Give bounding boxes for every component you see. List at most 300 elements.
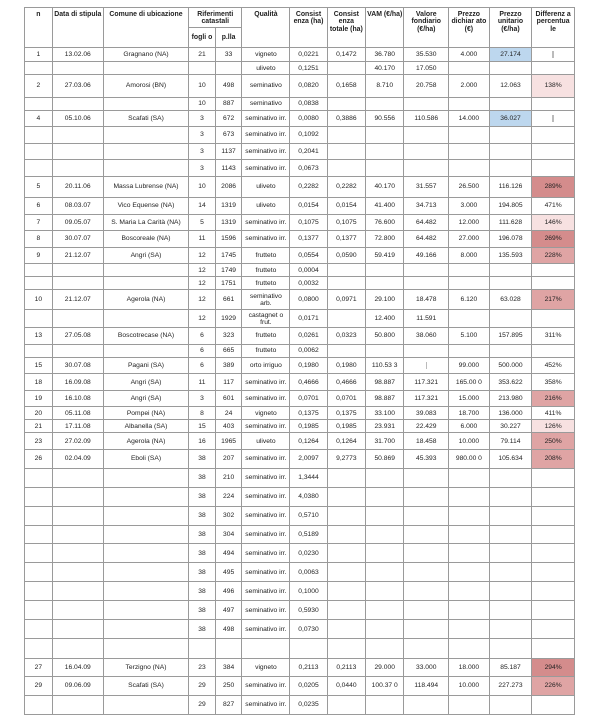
cell-comune-text: Boscoreale (NA): [121, 235, 171, 243]
cell-data-stipula-text: 27.03.06: [64, 82, 91, 90]
cell-consistenza-text: 0,0221: [298, 51, 319, 59]
cell-qualita-text: seminativo: [249, 82, 282, 90]
cell-prezzo-dichiarato: [449, 563, 490, 582]
cell-consistenza-totale: [327, 75, 365, 97]
cell-differenza: [532, 449, 575, 468]
cell-vam-text: 12.400: [374, 315, 395, 323]
cell-n: [25, 214, 53, 231]
header-plla: p.lla: [215, 28, 242, 48]
table-row: [25, 344, 575, 357]
cell-data-stipula: [52, 310, 103, 328]
cell-foglio: [189, 390, 216, 407]
cell-n: [25, 110, 53, 127]
cell-consistenza: [290, 638, 327, 658]
cell-consistenza-totale: [327, 344, 365, 357]
cell-valore-fondiario-text: 33.000: [416, 663, 437, 671]
cell-differenza-text: 358%: [544, 378, 562, 386]
cell-plla-text: 498: [223, 625, 235, 633]
cell-consistenza-totale: [327, 544, 365, 563]
cell-n-text: 18: [34, 378, 43, 386]
cell-comune: [103, 110, 188, 127]
cell-vam-text: 90.556: [374, 114, 395, 122]
table-row: [25, 264, 575, 277]
cell-consistenza-totale: [327, 214, 365, 231]
cell-qualita: [242, 659, 290, 677]
cell-prezzo-dichiarato: [449, 328, 490, 345]
cell-consistenza-totale: [327, 231, 365, 248]
cell-valore-fondiario: [404, 487, 449, 506]
cell-qualita-text: uliveto: [256, 437, 276, 445]
cell-comune: [103, 582, 188, 601]
cell-foglio: [189, 160, 216, 177]
cell-foglio: [189, 277, 216, 290]
cell-qualita-text: frutteto: [255, 252, 277, 259]
cell-consistenza-text: 0,1251: [298, 64, 319, 72]
cell-consistenza-text: 0,0230: [298, 549, 319, 557]
header-prezzo-dichiarato: Prezzo dichiar ato (€): [449, 8, 490, 48]
cell-plla-text: 498: [223, 82, 235, 90]
cell-plla: [215, 506, 242, 525]
cell-prezzo-dichiarato: [449, 525, 490, 544]
cell-consistenza-totale: [327, 420, 365, 433]
cell-vam: [366, 310, 404, 328]
cell-plla-text: 384: [223, 663, 235, 671]
cell-plla-text: 304: [223, 530, 235, 538]
cell-differenza: [532, 468, 575, 487]
cell-comune: [103, 357, 188, 374]
cell-plla-text: 1929: [221, 315, 237, 323]
cell-foglio-text: 3: [200, 114, 204, 122]
cell-qualita: [242, 676, 290, 695]
cell-plla-text: 672: [223, 114, 235, 122]
cell-vam: [366, 127, 404, 144]
cell-plla-text: 496: [223, 587, 235, 595]
cell-foglio-text: 38: [198, 455, 206, 463]
cell-prezzo-unitario: [489, 506, 532, 525]
cell-differenza: [532, 506, 575, 525]
table-row: [25, 48, 575, 62]
cell-foglio: [189, 525, 216, 544]
cell-qualita: [242, 310, 290, 328]
cell-n: [25, 328, 53, 345]
cell-consistenza-totale-text: 0,2113: [336, 663, 357, 671]
cell-qualita-text: seminativo irr.: [245, 606, 287, 614]
cell-consistenza: [290, 247, 327, 264]
cell-foglio-text: 16: [198, 437, 206, 445]
cell-plla: [215, 277, 242, 290]
cell-consistenza-text: 0,2113: [298, 663, 319, 671]
cell-consistenza-totale-text: 0,1075: [336, 218, 357, 226]
cell-prezzo-unitario: [489, 620, 532, 639]
table-row: [25, 407, 575, 420]
cell-data-stipula: [52, 468, 103, 487]
cell-consistenza: [290, 563, 327, 582]
cell-plla: [215, 62, 242, 75]
cell-plla-text: 1319: [221, 202, 237, 210]
cell-consistenza: [290, 433, 327, 450]
cell-prezzo-dichiarato-text: 27.000: [458, 235, 480, 243]
cell-vam-text: 29.100: [374, 296, 395, 304]
cell-prezzo-unitario: [489, 638, 532, 658]
cell-qualita-text: uliveto: [256, 202, 276, 210]
table-row: [25, 695, 575, 714]
cell-qualita: [242, 344, 290, 357]
cell-comune-text: Scafati (SA): [128, 114, 164, 122]
cell-consistenza: [290, 544, 327, 563]
cell-plla: [215, 374, 242, 391]
cell-n: [25, 198, 53, 215]
cell-valore-fondiario: [404, 214, 449, 231]
cell-valore-fondiario: [404, 449, 449, 468]
cell-consistenza-text: 0,0004: [298, 266, 319, 274]
cell-consistenza-totale: [327, 277, 365, 290]
cell-n-text: 29: [34, 682, 43, 690]
cell-foglio-text: 38: [198, 587, 206, 595]
cell-comune-text: Terzigno (NA): [125, 663, 167, 671]
cell-prezzo-unitario: [489, 48, 532, 62]
cell-qualita: [242, 127, 290, 144]
cell-comune: [103, 601, 188, 620]
cell-comune: [103, 62, 188, 75]
cell-n-text: 8: [36, 235, 41, 243]
cell-plla: [215, 544, 242, 563]
cell-plla: [215, 433, 242, 450]
cell-consistenza: [290, 328, 327, 345]
cell-comune: [103, 407, 188, 420]
cell-n: [25, 231, 53, 248]
cell-consistenza: [290, 277, 327, 290]
cell-foglio-text: 12: [198, 296, 206, 304]
cell-vam-text: 98.887: [374, 378, 395, 386]
cell-prezzo-unitario: [489, 160, 532, 177]
cell-consistenza-totale-text: 0,0323: [336, 332, 357, 340]
cell-valore-fondiario: [404, 247, 449, 264]
cell-vam-text: 50.869: [374, 455, 395, 463]
cell-prezzo-dichiarato: [449, 420, 490, 433]
cell-data-stipula: [52, 127, 103, 144]
cell-comune: [103, 328, 188, 345]
cell-prezzo-unitario: [489, 231, 532, 248]
cell-comune: [103, 544, 188, 563]
cell-n-text: 7: [36, 218, 41, 226]
cell-data-stipula: [52, 601, 103, 620]
cell-prezzo-unitario-text: 27.174: [500, 51, 521, 59]
cell-foglio: [189, 487, 216, 506]
cell-n: [25, 390, 53, 407]
cell-plla-text: 665: [223, 347, 235, 355]
cell-foglio: [189, 695, 216, 714]
cell-data-stipula: [52, 374, 103, 391]
cell-vam: [366, 676, 404, 695]
cell-comune-text: Eboli (SA): [130, 455, 162, 463]
cell-consistenza: [290, 487, 327, 506]
cell-consistenza-totale: [327, 62, 365, 75]
cell-data-stipula: [52, 290, 103, 310]
cell-plla: [215, 290, 242, 310]
cell-vam: [366, 544, 404, 563]
cell-n: [25, 487, 53, 506]
cell-plla: [215, 328, 242, 345]
cell-foglio-text: 15: [198, 422, 206, 430]
cell-foglio-text: 38: [198, 568, 206, 576]
cell-qualita: [242, 328, 290, 345]
cell-plla-text: 1749: [221, 266, 237, 274]
cell-consistenza-totale: [327, 110, 365, 127]
table-row: [25, 544, 575, 563]
cell-plla: [215, 198, 242, 215]
cell-valore-fondiario: [404, 48, 449, 62]
cell-data-stipula: [52, 62, 103, 75]
cell-valore-fondiario: [404, 390, 449, 407]
cell-prezzo-unitario-text: 353.622: [498, 378, 523, 386]
table-row: [25, 310, 575, 328]
cell-foglio-text: 6: [200, 332, 204, 340]
cell-data-stipula-text: 16.09.08: [64, 378, 91, 386]
cell-data-stipula-text: 17.11.08: [65, 422, 91, 430]
cell-data-stipula-text: 08.03.07: [64, 202, 91, 210]
cell-comune: [103, 143, 188, 160]
cell-prezzo-unitario-text: 12.063: [500, 82, 521, 90]
cell-foglio-text: 10: [198, 183, 206, 191]
cell-consistenza: [290, 62, 327, 75]
cell-differenza-text: 250%: [544, 437, 562, 445]
cell-consistenza-totale-text: 0,0701: [336, 395, 357, 403]
cell-prezzo-dichiarato: [449, 487, 490, 506]
cell-prezzo-unitario: [489, 198, 532, 215]
cell-comune-text: Massa Lubrense (NA): [113, 183, 179, 191]
cell-differenza: [532, 620, 575, 639]
cell-plla: [215, 420, 242, 433]
cell-differenza-text: 228%: [544, 252, 562, 259]
cell-prezzo-unitario: [489, 601, 532, 620]
cell-data-stipula: [52, 433, 103, 450]
table-row: [25, 563, 575, 582]
cell-vam: [366, 563, 404, 582]
cell-qualita-text: uliveto: [256, 183, 276, 191]
cell-consistenza: [290, 143, 327, 160]
cell-plla-text: 887: [223, 100, 235, 108]
cell-comune: [103, 160, 188, 177]
cell-plla: [215, 160, 242, 177]
cell-plla: [215, 487, 242, 506]
cell-qualita: [242, 433, 290, 450]
cell-vam: [366, 420, 404, 433]
cell-differenza: [532, 214, 575, 231]
cell-consistenza-totale-text: 0,2282: [336, 183, 357, 191]
cell-differenza: [532, 659, 575, 677]
cell-comune-text: Boscotrecase (NA): [117, 332, 175, 340]
cell-n: [25, 344, 53, 357]
cell-consistenza-totale: [327, 620, 365, 639]
cell-plla: [215, 468, 242, 487]
cell-differenza-text: 216%: [544, 395, 562, 403]
cell-prezzo-unitario-text: 135.593: [498, 252, 523, 259]
cell-comune: [103, 563, 188, 582]
cell-consistenza-text: 0,0838: [298, 100, 319, 108]
cell-prezzo-dichiarato-text: 165.00 0: [455, 378, 482, 386]
cell-valore-fondiario: [404, 468, 449, 487]
cell-consistenza-text: 0,0080: [298, 114, 319, 122]
cell-comune: [103, 290, 188, 310]
cell-consistenza-text: 0,0673: [298, 164, 319, 172]
transactions-table: [24, 7, 575, 715]
cell-data-stipula: [52, 110, 103, 127]
cell-comune: [103, 525, 188, 544]
cell-n: [25, 420, 53, 433]
cell-qualita: [242, 290, 290, 310]
cell-prezzo-unitario: [489, 582, 532, 601]
cell-qualita-text: seminativo irr.: [245, 625, 287, 633]
cell-prezzo-dichiarato: [449, 277, 490, 290]
cell-prezzo-unitario-text: 30.227: [500, 422, 521, 430]
cell-consistenza-text: 0,0730: [298, 625, 319, 633]
cell-data-stipula-text: 27.02.09: [64, 437, 91, 445]
cell-consistenza-text: 0,0261: [298, 332, 319, 340]
cell-vam: [366, 277, 404, 290]
cell-prezzo-unitario: [489, 62, 532, 75]
cell-plla: [215, 695, 242, 714]
cell-valore-fondiario-text: 110.586: [414, 114, 439, 122]
cell-foglio: [189, 176, 216, 197]
header-vam: VAM (€/ha): [366, 8, 404, 48]
cell-qualita-text: seminativo irr.: [245, 218, 287, 226]
table-row: [25, 198, 575, 215]
cell-prezzo-unitario: [489, 374, 532, 391]
cell-qualita: [242, 214, 290, 231]
cell-consistenza: [290, 198, 327, 215]
cell-foglio: [189, 433, 216, 450]
cell-valore-fondiario-text: 64.482: [416, 218, 437, 226]
header-n: n: [25, 8, 53, 48]
cell-differenza-text: 411%: [544, 409, 562, 417]
cell-n: [25, 468, 53, 487]
cell-qualita: [242, 390, 290, 407]
cell-n-text: 20: [34, 409, 43, 417]
cell-consistenza-totale-text: 0,1658: [336, 82, 357, 90]
table-row: [25, 357, 575, 374]
cell-valore-fondiario: [404, 75, 449, 97]
cell-vam-text: 100.37 0: [371, 682, 398, 690]
cell-qualita: [242, 62, 290, 75]
cell-qualita-text: seminativo irr.: [245, 455, 287, 463]
cell-foglio-text: 21: [198, 51, 206, 59]
cell-plla: [215, 231, 242, 248]
cell-consistenza: [290, 695, 327, 714]
cell-data-stipula-text: 13.02.06: [64, 51, 91, 59]
cell-prezzo-dichiarato-text: 26.500: [458, 183, 480, 191]
cell-differenza: [532, 390, 575, 407]
cell-foglio-text: 29: [198, 682, 206, 690]
cell-data-stipula: [52, 264, 103, 277]
cell-consistenza-text: 0,0554: [298, 252, 319, 259]
cell-consistenza-text: 0,2041: [298, 147, 319, 155]
cell-prezzo-dichiarato-text: 15.000: [458, 395, 480, 403]
cell-vam: [366, 176, 404, 197]
cell-consistenza-totale: [327, 601, 365, 620]
cell-consistenza-totale: [327, 247, 365, 264]
cell-consistenza-totale: [327, 676, 365, 695]
cell-consistenza: [290, 176, 327, 197]
header-differenza-percentuale: Differenz a percentua le: [532, 8, 575, 48]
cell-consistenza-text: 0,2282: [298, 183, 319, 191]
cell-comune: [103, 176, 188, 197]
cell-differenza-text: 269%: [544, 235, 562, 243]
cell-vam: [366, 390, 404, 407]
cell-qualita: [242, 420, 290, 433]
cell-n: [25, 62, 53, 75]
cell-qualita: [242, 449, 290, 468]
cell-consistenza-totale-text: 0,1377: [336, 235, 357, 243]
cell-valore-fondiario: [404, 328, 449, 345]
cell-data-stipula-text: 09.06.09: [64, 682, 91, 690]
cell-prezzo-unitario: [489, 127, 532, 144]
cell-consistenza-text: 0,0820: [298, 82, 319, 90]
cell-prezzo-dichiarato: [449, 582, 490, 601]
cell-consistenza-totale-text: 0,4666: [336, 378, 357, 386]
cell-differenza: [532, 290, 575, 310]
cell-foglio: [189, 231, 216, 248]
cell-plla: [215, 449, 242, 468]
cell-comune: [103, 231, 188, 248]
cell-foglio: [189, 110, 216, 127]
cell-prezzo-unitario-text: 63.028: [500, 296, 521, 304]
cell-consistenza-text: 0,0701: [298, 395, 319, 403]
cell-comune: [103, 264, 188, 277]
cell-data-stipula-text: 16.10.08: [64, 395, 91, 403]
cell-n: [25, 525, 53, 544]
cell-foglio-text: 6: [200, 361, 204, 369]
cell-plla-text: 495: [223, 568, 235, 576]
cell-foglio: [189, 310, 216, 328]
cell-foglio-text: 38: [198, 512, 206, 520]
cell-comune-text: Agerola (NA): [126, 437, 166, 445]
cell-consistenza-totale-text: 0,1375: [336, 409, 357, 417]
table-row: [25, 127, 575, 144]
cell-valore-fondiario: [404, 506, 449, 525]
cell-qualita: [242, 277, 290, 290]
cell-consistenza-totale-text: 0,1264: [336, 437, 357, 445]
cell-comune-text: Angri (SA): [130, 395, 162, 403]
cell-valore-fondiario: [404, 231, 449, 248]
cell-n: [25, 544, 53, 563]
cell-data-stipula: [52, 160, 103, 177]
cell-differenza: [532, 48, 575, 62]
cell-differenza: [532, 544, 575, 563]
cell-differenza: [532, 110, 575, 127]
table-row: [25, 214, 575, 231]
cell-valore-fondiario-text: 49.166: [416, 252, 437, 259]
cell-differenza: [532, 277, 575, 290]
cell-consistenza-text: 0,0062: [298, 347, 319, 355]
cell-data-stipula: [52, 525, 103, 544]
cell-plla: [215, 676, 242, 695]
cell-plla: [215, 344, 242, 357]
cell-n: [25, 310, 53, 328]
cell-prezzo-dichiarato-text: 12.000: [458, 218, 480, 226]
cell-data-stipula: [52, 143, 103, 160]
cell-n: [25, 638, 53, 658]
cell-qualita: [242, 160, 290, 177]
cell-data-stipula: [52, 620, 103, 639]
cell-qualita-text: seminativo irr.: [245, 512, 287, 520]
cell-qualita: [242, 468, 290, 487]
table-row: [25, 160, 575, 177]
cell-qualita: [242, 110, 290, 127]
cell-qualita-text: seminativo irr.: [245, 587, 287, 595]
cell-comune-text: Agerola (NA): [126, 296, 166, 304]
cell-foglio-text: 12: [198, 252, 206, 259]
cell-differenza: [532, 344, 575, 357]
